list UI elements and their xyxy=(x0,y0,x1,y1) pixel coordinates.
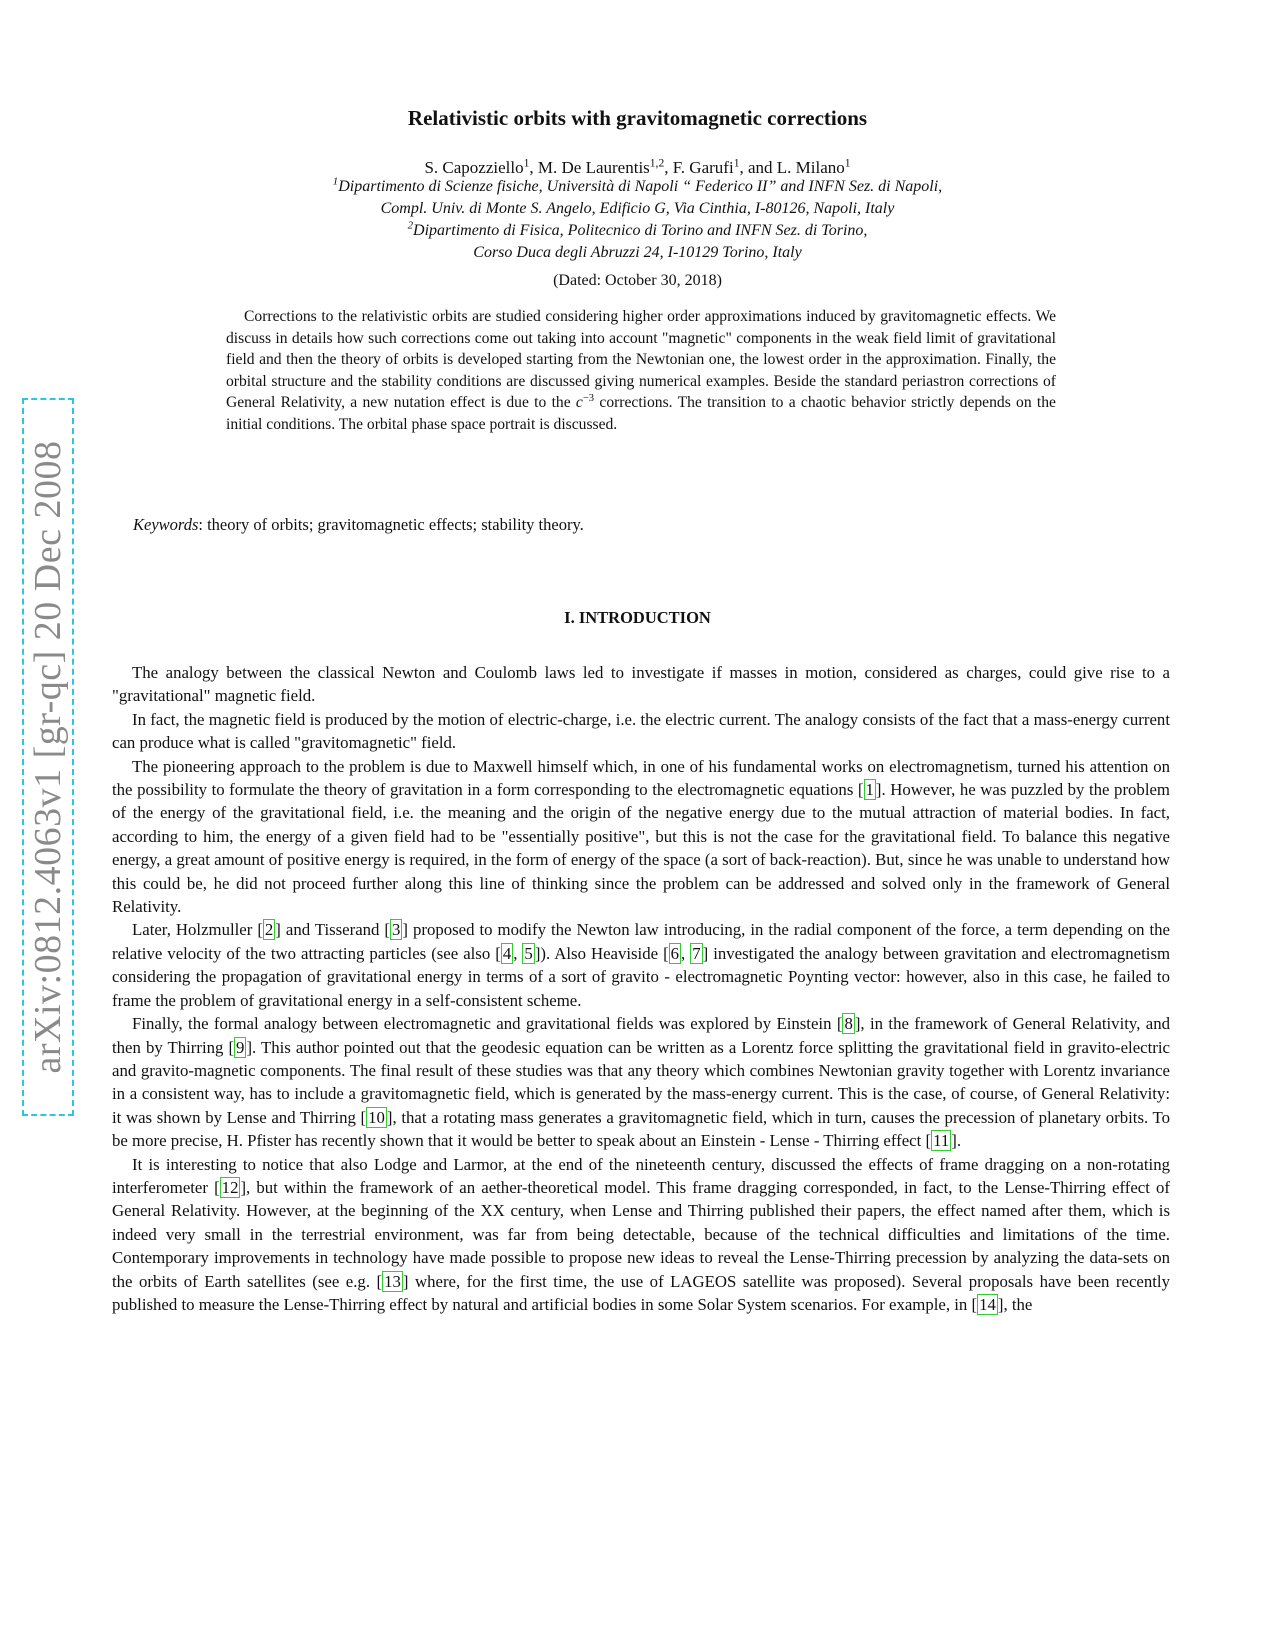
author-affiliation-mark: 1 xyxy=(844,156,851,170)
author-name: , F. Garufi xyxy=(664,158,734,177)
citation-link[interactable]: 13 xyxy=(384,1271,401,1291)
keywords-label: Keywords xyxy=(133,515,199,534)
date-line: (Dated: October 30, 2018) xyxy=(553,272,722,289)
citation-link[interactable]: 4 xyxy=(502,943,512,963)
section-heading: I. INTRODUCTION xyxy=(564,608,711,627)
abstract: Corrections to the relativistic orbits are studied considering higher order approximations induced by gravitomagnetic effects. We discuss in details how such corrections come out taking into account "magnetic" components in the weak field limit of gravitational field and then the theory of orbits is developed starting from the Newtonian one, the lowest order in the approximation. Finally, the orbital structure and the stability conditions are discussed giving numerical examples. Beside the standard periastron corrections of General Relativity, a new nutation effect is due to the $c^{-3}$ corrections. The transition to a chaotic behavior strictly depends on the initial conditions. The orbital phase space portrait is discussed. xyxy=(226,308,1056,433)
paragraph: In fact, the magnetic field is produced by the motion of electric-charge, i.e. the electric current. The analogy consists of the fact that a mass-energy current can produce what is called "gravitomagnetic" field. xyxy=(112,709,1170,753)
paragraph: Finally, the formal analogy between electromagnetic and gravitational fields was explored by Einstein [ 8 ], in the framework of General Relativity, and then by Thirring [ 9 ]. This author pointed out that the geodesic equation can be written as a Lorentz force splitting the gravitational field in gravito-electric and gravito-magnetic components. The final result of these studies was that any theory which combines Newtonian gravity together with Lorentz invariance in a consistent way, has to include a gravitomagnetic field, which is generated by the mass-energy current. This is the case, of course, of General Relativity: it was shown by Lense and Thirring [ 10 ], that a rotating mass generates a gravitomagnetic field, which in turn, causes the precession of planetary orbits. To be more precise, H. Pfister has recently shown that it would be better to speak about an Einstein - Lense - Thirring effect [ 11 ]. xyxy=(112,1014,1171,1151)
affiliation-mark: 1 xyxy=(332,175,339,188)
citation-link[interactable]: 7 xyxy=(692,943,701,963)
body-text xyxy=(112,661,1170,1316)
author-list xyxy=(0,158,1275,178)
author-affiliation-mark: 1 xyxy=(523,156,530,170)
paragraph: Later, Holzmuller [ 2 ] and Tisserand [ 3 ] proposed to modify the Newton law introducing, in the radial component of the force, a term depending on the relative velocity of the two attracting particles (see also [ 4 , 5 ]). Also Heaviside [ 6 , 7 ] investigated the analogy between gravitation and electromagnetism considering the propagation of gravitational energy in terms of a sort of gravito - electromagnetic Poynting vector: however, also in this case, he failed to frame the problem of gravitational energy in a self-consistent scheme. xyxy=(112,920,1171,1010)
affiliation-1-line-1: $^1$Dipartimento di Scienze fisiche, Università di Napoli “ Federico II” and INFN Sez. di Napoli, xyxy=(332,175,943,195)
citation-link[interactable]: 12 xyxy=(221,1177,239,1197)
affiliation-2-line-2: Corso Duca degli Abruzzi 24, I-10129 Torino, Italy xyxy=(473,244,802,261)
author-name: , and L. Milano xyxy=(739,158,845,177)
author-name: , M. De Laurentis xyxy=(529,158,650,177)
citation-link[interactable]: 14 xyxy=(979,1294,996,1314)
paragraph: The analogy between the classical Newton and Coulomb laws led to investigate if masses in motion, considered as charges, could give rise to a "gravitational" magnetic field. xyxy=(112,663,1170,706)
exponent: −3 xyxy=(582,393,595,405)
citation-link[interactable]: 6 xyxy=(670,943,680,963)
citation-link[interactable]: 2 xyxy=(264,920,274,940)
citation-link[interactable]: 1 xyxy=(865,780,874,800)
citation-link[interactable]: 9 xyxy=(236,1037,245,1057)
affiliation-1-line-2: Compl. Univ. di Monte S. Angelo, Edificio G, Via Cinthia, I-80126, Napoli, Italy xyxy=(380,200,895,217)
author-name: S. Capozziello xyxy=(424,158,524,177)
arxiv-stamp-text: arXiv:0812.4063v1 [gr-qc] 20 Dec 2008 xyxy=(27,440,69,1074)
affiliation-2-line-1: $^2$Dipartimento di Fisica, Politecnico di Torino and INFN Sez. di Torino, xyxy=(407,219,868,239)
citation-link[interactable]: 11 xyxy=(933,1131,950,1151)
citation-link[interactable]: 10 xyxy=(368,1107,385,1127)
keywords: Keywords: theory of orbits; gravitomagnetic effects; stability theory. xyxy=(133,515,584,534)
arxiv-stamp xyxy=(22,398,74,1116)
paragraph: The pioneering approach to the problem is due to Maxwell himself which, in one of his fundamental works on electromagnetism, turned his attention on the possibility to formulate the theory of gravitation in a form corresponding to the electromagnetic equations [ 1 ]. However, he was puzzled by the problem of the energy of the gravitational field, i.e. the meaning and the origin of the negative energy due to the mutual attraction of material bodies. In fact, according to him, the energy of a given field had to be "essentially positive", but this is not the case for the gravitational field. To balance this negative energy, a great amount of positive energy is required, in the form of energy of the space (a sort of back-reaction). But, since he was unable to understand how this could be, he did not proceed further along this line of thinking since the problem can be addressed and solved only in the framework of General Relativity. xyxy=(112,756,1170,917)
affiliation-mark: 2 xyxy=(407,219,414,232)
paragraph: It is interesting to notice that also Lodge and Larmor, at the end of the nineteenth century, discussed the effects of frame dragging on a non-rotating interferometer [ 12 ], but within the framework of an aether-theoretical model. This frame dragging corresponded, in fact, to the Lense-Thirring effect of General Relativity. However, at the beginning of the XX century, when Lense and Thirring published their papers, the effect named after them, which is indeed very small in the terrestrial environment, was far from being detectable, because of the technical difficulties and limitations of the time. Contemporary improvements in technology have made possible to propose new ideas to reveal the Lense-Thirring precession by analyzing the data-sets on the orbits of Earth satellites (see e.g. [ 13 ] where, for the first time, the use of LAGEOS satellite was proposed). Several proposals have been recently published to measure the Lense-Thirring effect by natural and artificial bodies in some Solar System scenarios. For example, in [ 14 ], the xyxy=(112,1154,1170,1314)
citation-link[interactable]: 3 xyxy=(392,920,401,940)
author-affiliation-mark: 1 xyxy=(733,156,740,170)
citation-link[interactable]: 8 xyxy=(844,1014,853,1034)
citation-link[interactable]: 5 xyxy=(524,943,533,963)
paper-title: Relativistic orbits with gravitomagnetic corrections xyxy=(407,106,868,130)
author-affiliation-mark: 1,2 xyxy=(649,156,665,170)
speed-of-light-symbol: c xyxy=(575,394,583,412)
